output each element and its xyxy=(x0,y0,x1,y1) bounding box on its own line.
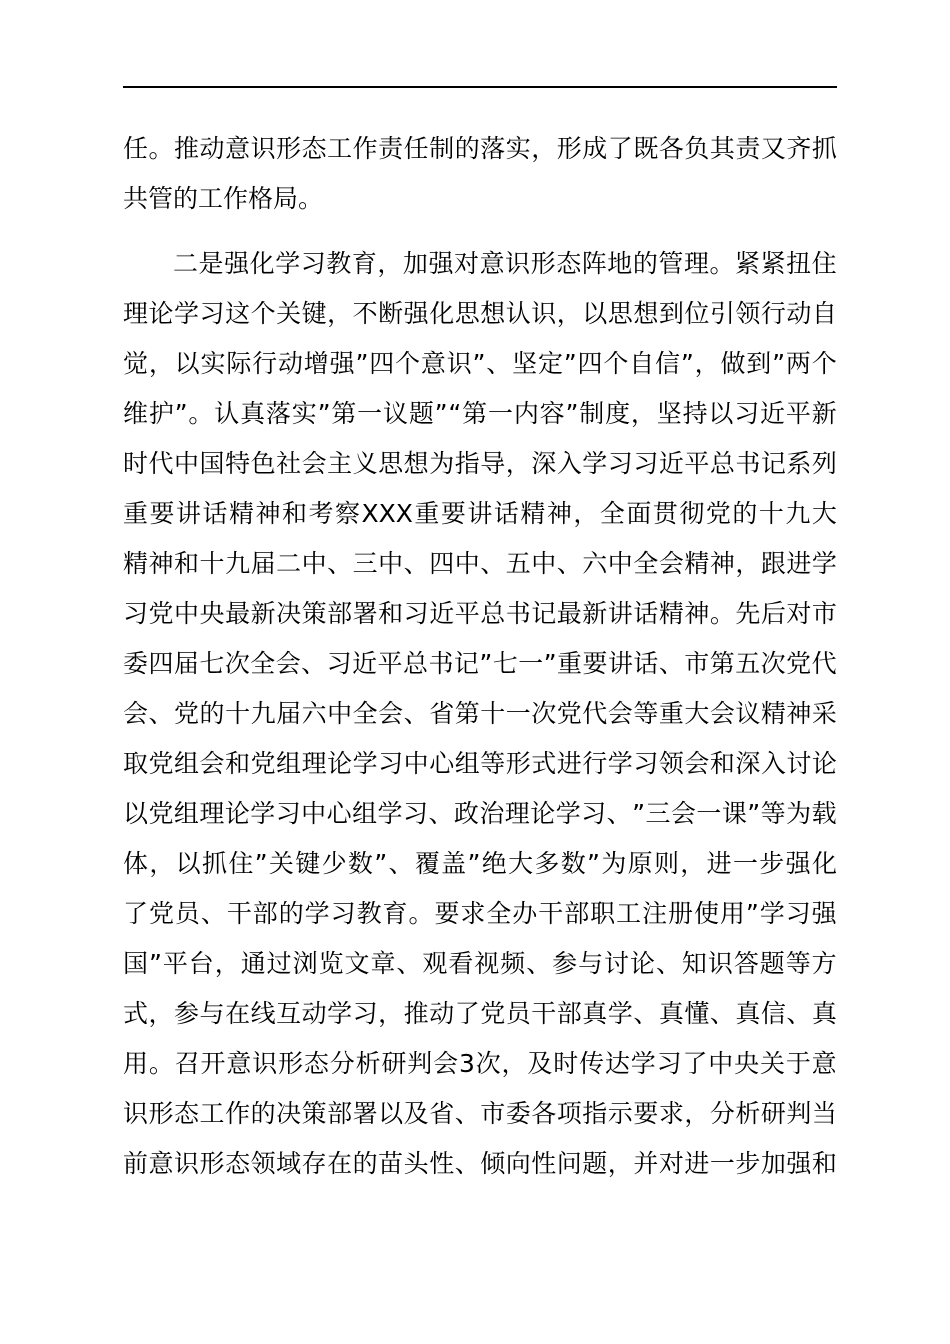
text-line: 重 要 讲 话 精 神 和 考 察 XXX 重 要 讲 话 精 神 ， 全 面 贯 彻 党 的 十 九 大 xyxy=(123,499,837,528)
text-line: 理 论 学 习 这 个 关 键 ， 不 断 强 化 思 想 认 识 ， 以 思 想 到 位 引 领 行 动 自 xyxy=(123,299,837,328)
header-rule xyxy=(123,86,837,88)
text-line: 以 党 组 理 论 学 习 中 心 组 学 习 、 政 治 理 论 学 习 、 ” 三 会 一 课 ” 等 为 载 xyxy=(123,799,837,828)
text-line: 国 ” 平 台 ， 通 过 浏 览 文 章 、 观 看 视 频 、 参 与 讨 论 、 知 识 答 题 等 方 xyxy=(123,949,837,978)
text-line: 习 党 中 央 最 新 决 策 部 署 和 习 近 平 总 书 记 最 新 讲 话 精 神 。 先 后 对 市 xyxy=(123,599,837,628)
text-line: 时 代 中 国 特 色 社 会 主 义 思 想 为 指 导 ， 深 入 学 习 习 近 平 总 书 记 系 列 xyxy=(123,449,837,478)
text-line: 维 护 ” 。 认 真 落 实 ” 第 一 议 题 ” “ 第 一 内 容 ” 制 度 ， 坚 持 以 习 近 平 新 xyxy=(123,399,837,428)
text-line: 共管的工作格局。 xyxy=(123,184,324,213)
text-line: 觉 ， 以 实 际 行 动 增 强 ” 四 个 意 识 ” 、 坚 定 ” 四 个 自 信 ” ， 做 到 ” 两 个 xyxy=(123,349,837,378)
text-line: 取 党 组 会 和 党 组 理 论 学 习 中 心 组 等 形 式 进 行 学 习 领 会 和 深 入 讨 论 xyxy=(123,749,837,778)
text-line: 会 、 党 的 十 九 届 六 中 全 会 、 省 第 十 一 次 党 代 会 等 重 大 会 议 精 神 采 xyxy=(123,699,837,728)
text-line: 式 ， 参 与 在 线 互 动 学 习 ， 推 动 了 党 员 干 部 真 学 、 真 懂 、 真 信 、 真 xyxy=(123,999,837,1028)
text-line: 体 ， 以 抓 住 ” 关 键 少 数 ” 、 覆 盖 ” 绝 大 多 数 ” 为 原 则 ， 进 一 步 强 化 xyxy=(123,849,837,878)
text-line: 委 四 届 七 次 全 会 、 习 近 平 总 书 记 ” 七 一 ” 重 要 讲 话 、 市 第 五 次 党 代 xyxy=(123,649,837,678)
text-line: 用 。 召 开 意 识 形 态 分 析 研 判 会 3 次 ， 及 时 传 达 学 习 了 中 央 关 于 意 xyxy=(123,1049,837,1078)
text-line: 了 党 员 、 干 部 的 学 习 教 育 。 要 求 全 办 干 部 职 工 注 册 使 用 ” 学 习 强 xyxy=(123,899,837,928)
text-line: 前 意 识 形 态 领 域 存 在 的 苗 头 性 、 倾 向 性 问 题 ， 并 对 进 一 步 加 强 和 xyxy=(123,1149,837,1178)
text-line: 任 。 推 动 意 识 形 态 工 作 责 任 制 的 落 实 ， 形 成 了 既 各 负 其 责 又 齐 抓 xyxy=(123,134,837,163)
text-line: 识 形 态 工 作 的 决 策 部 署 以 及 省 、 市 委 各 项 指 示 要 求 ， 分 析 研 判 当 xyxy=(123,1099,837,1128)
text-line: 二 是 强 化 学 习 教 育 ， 加 强 对 意 识 形 态 阵 地 的 管 理 。 紧 紧 扭 住 xyxy=(173,249,837,278)
text-line: 精 神 和 十 九 届 二 中 、 三 中 、 四 中 、 五 中 、 六 中 全 会 精 神 ， 跟 进 学 xyxy=(123,549,837,578)
